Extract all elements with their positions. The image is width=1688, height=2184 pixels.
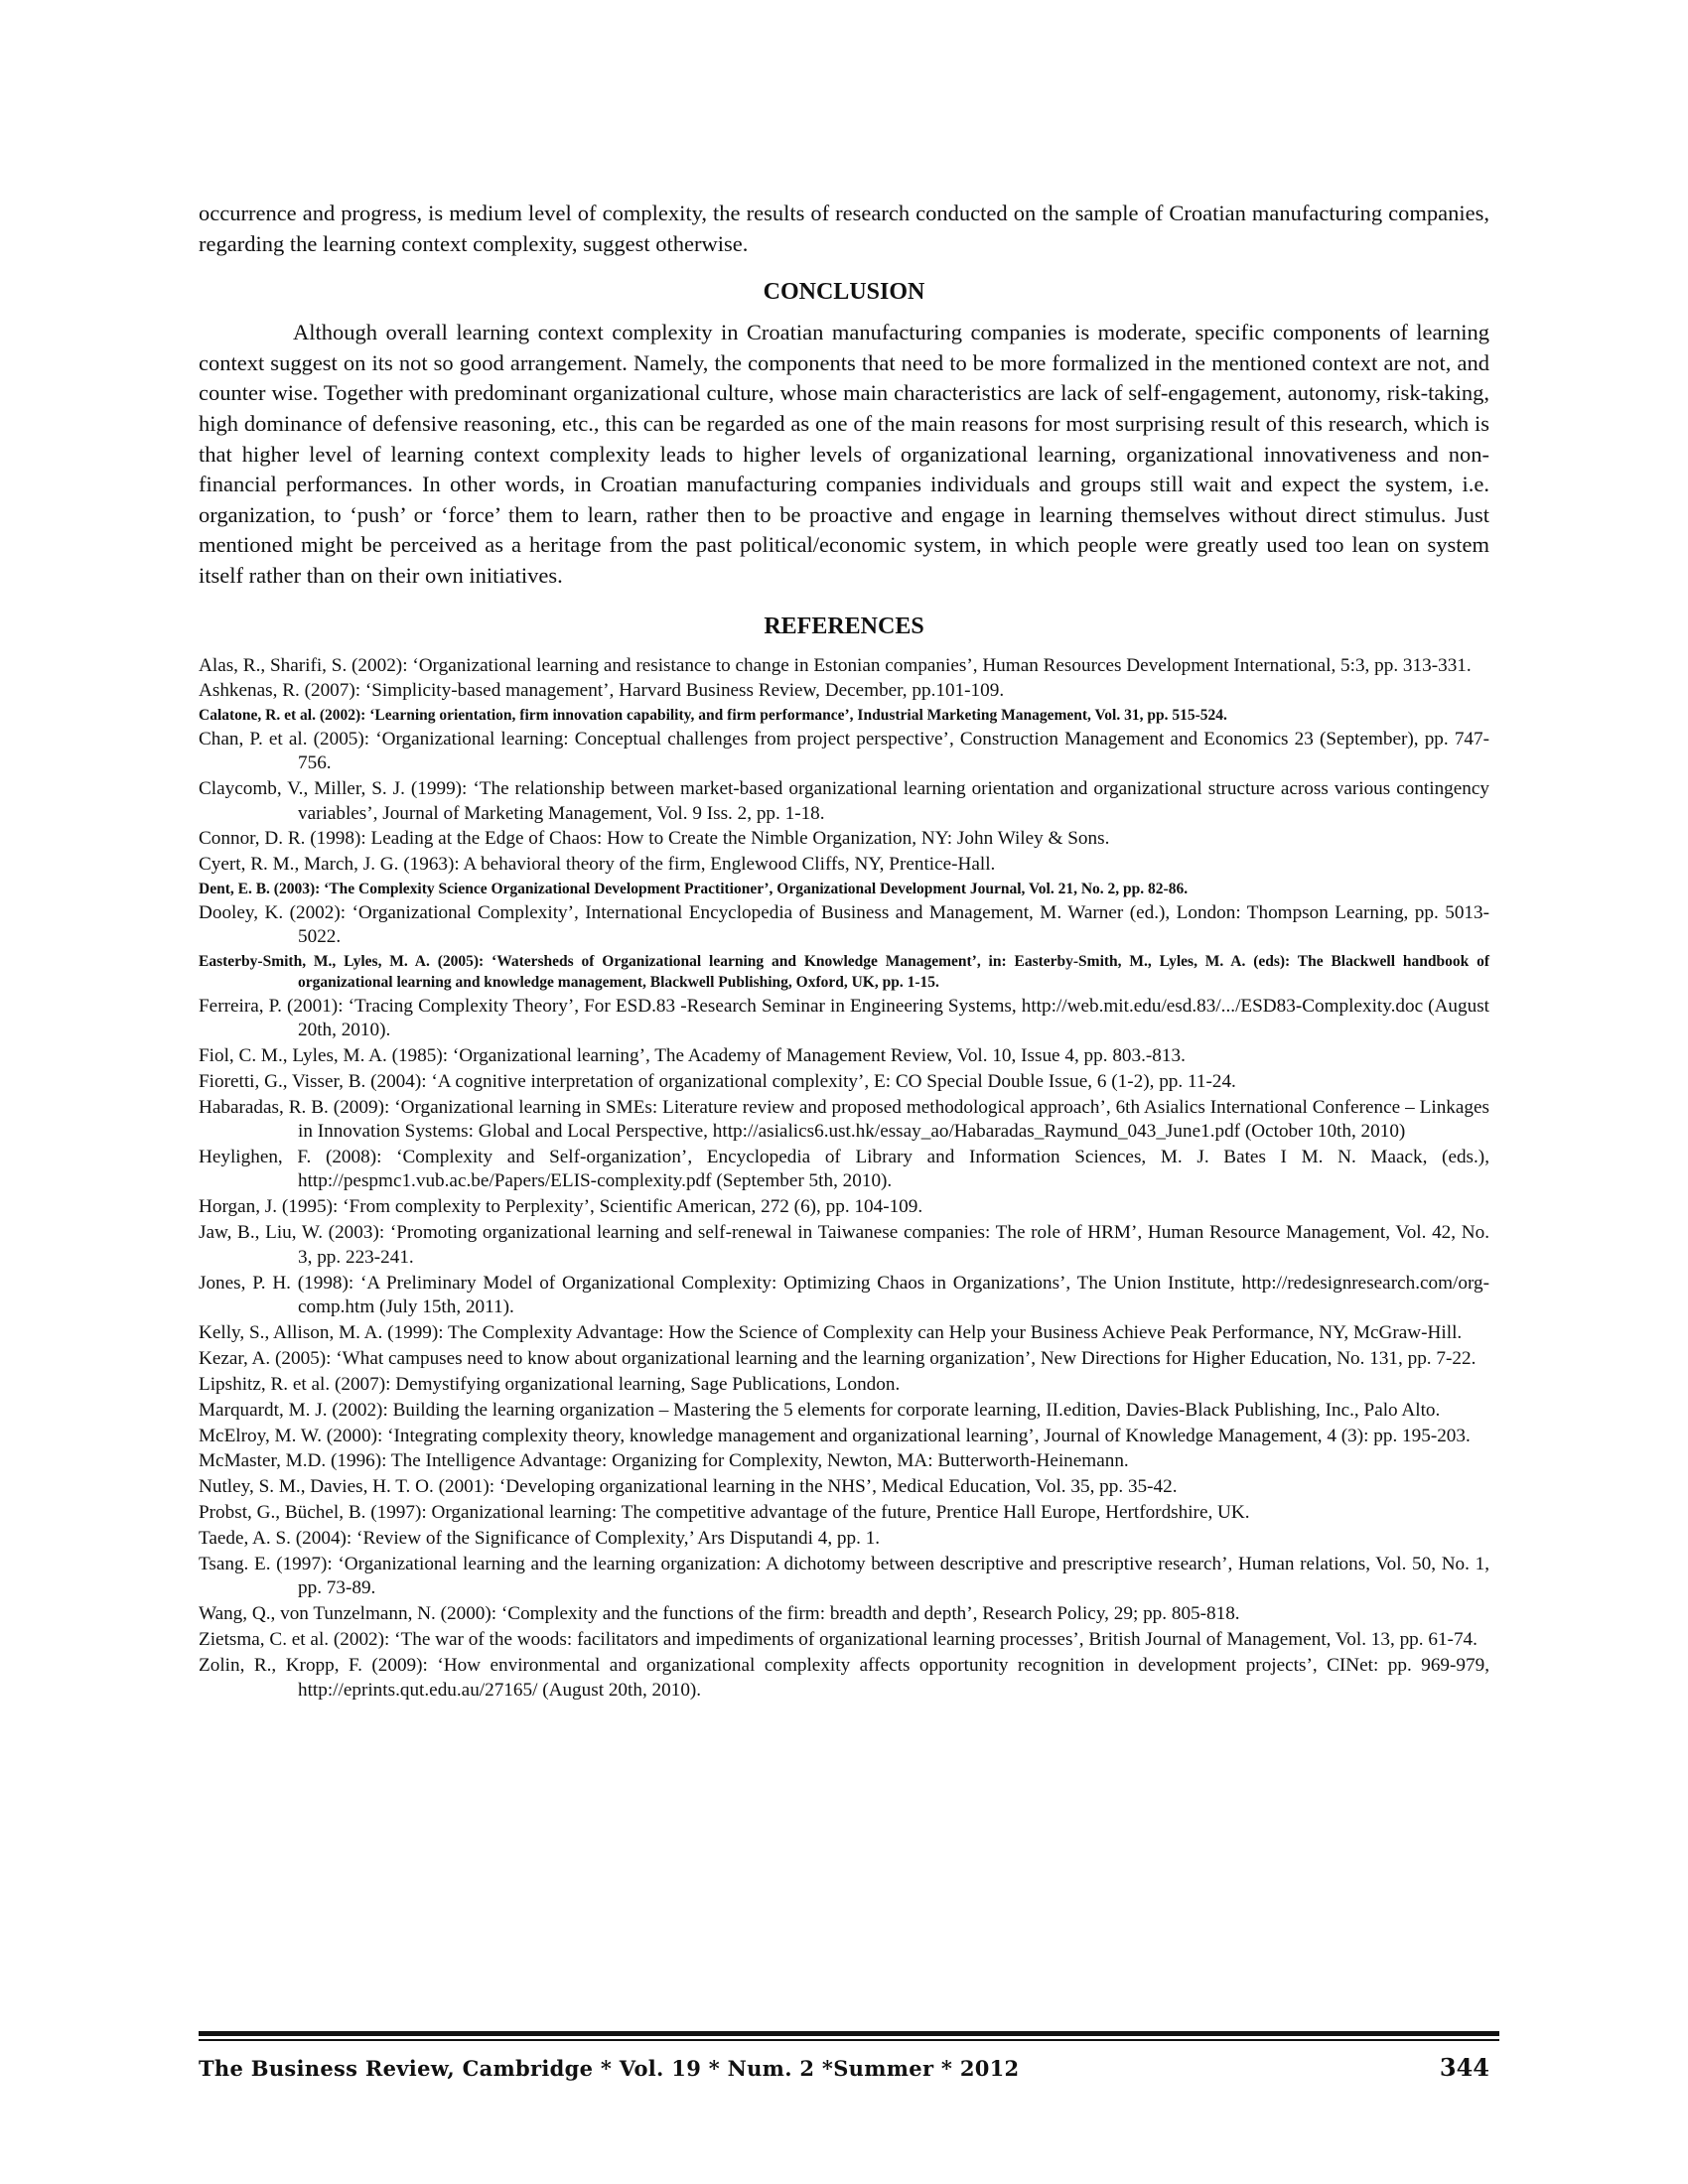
reference-item: McElroy, M. W. (2000): ‘Integrating complexity theory, knowledge management and organizational learning’, Journal of Knowledge Management, 4 (3): pp. 195-203. — [199, 1425, 1471, 1446]
reference-item: Heylighen, F. (2008): ‘Complexity and Self-organization’, Encyclopedia of Library and Information Sciences, M. J. Bates I M. N. Maack, (eds.), http://pespmc1.vub.ac.be/Papers/ELIS-complexity.pdf (September 5th, 2010). — [199, 1147, 1489, 1192]
footer-rule-thin — [199, 2039, 1499, 2041]
reference-item: Taede, A. S. (2004): ‘Review of the Significance of Complexity,’ Ars Disputandi 4, pp. 1. — [199, 1528, 881, 1550]
conclusion-paragraph: Although overall learning context complexity in Croatian manufacturing companies is moderate, specific components of learning context suggest on its not so good arrangement. Namely, the components that need to be more formalized in the mentioned context are not, and counter wise. Together with predominant organizational culture, whose main characteristics are lack of self-engagement, autonomy, risk-taking, high dominance of defensive reasoning, etc., this can be regarded as one of the main reasons for most surprising result of this research, which is that higher level of learning context complexity leads to higher levels of organizational learning, organizational innovativeness and non-financial performances. In other words, in Croatian manufacturing companies individuals and groups still wait and expect the system, i.e. organization, to ‘push’ or ‘force’ them to learn, rather then to be proactive and engage in learning themselves without direct stimulus. Just mentioned might be perceived as a heritage from the past political/economic system, in which people were greatly used too lean on system itself rather than on their own initiatives. — [199, 320, 1489, 588]
reference-item: Wang, Q., von Tunzelmann, N. (2000): ‘Complexity and the functions of the firm: breadth and depth’, Research Policy, 29; pp. 805-818. — [199, 1603, 1240, 1625]
reference-item: Ferreira, P. (2001): ‘Tracing Complexity Theory’, For ESD.83 -Research Seminar in Engineering Systems, http://web.mit.edu/esd.83/.../ESD83-Complexity.doc (August 20th, 2010). — [199, 995, 1489, 1040]
footer-rule-thick — [199, 2031, 1499, 2036]
reference-item: Zolin, R., Kropp, F. (2009): ‘How environmental and organizational complexity affects opportunity recognition in development projects’, CINet: pp. 969-979, http://eprints.qut.edu.au/27165/ (August 20th, 2010). — [199, 1655, 1489, 1701]
intro-paragraph: occurrence and progress, is medium level of complexity, the results of research conducted on the sample of Croatian manufacturing companies, regarding the learning context complexity, suggest otherwise. — [199, 201, 1489, 256]
footer-row — [199, 2053, 1499, 2082]
reference-list — [199, 654, 1489, 1703]
reference-item: Jones, P. H. (1998): ‘A Preliminary Model of Organizational Complexity: Optimizing Chaos in Organizations’, The Union Institute, http://redesignresearch.com/org-comp.htm (July 15th, 2011). — [199, 1272, 1489, 1317]
reference-item: Nutley, S. M., Davies, H. T. O. (2001): ‘Developing organizational learning in the NHS’, Medical Education, Vol. 35, pp. 35-42. — [199, 1476, 1178, 1498]
reference-item: Chan, P. et al. (2005): ‘Organizational learning: Conceptual challenges from project perspective’, Construction Management and Economics 23 (September), pp. 747-756. — [199, 728, 1489, 774]
conclusion-heading: CONCLUSION — [763, 279, 925, 306]
reference-item: Easterby-Smith, M., Lyles, M. A. (2005): ‘Watersheds of Organizational learning and Knowledge Management’, in: Easterby-Smith, M., Lyles, M. A. (eds): The Blackwell handbook of organizational learning and knowledge management, Blackwell Publishing, Oxford, UK, pp. 1-15. — [199, 953, 1489, 992]
reference-item: Kezar, A. (2005): ‘What campuses need to know about organizational learning and the learning organization’, New Directions for Higher Education, No. 131, pp. 7-22. — [199, 1347, 1477, 1369]
reference-item: Zietsma, C. et al. (2002): ‘The war of the woods: facilitators and impediments of organizational learning processes’, British Journal of Management, Vol. 13, pp. 61-74. — [199, 1629, 1477, 1651]
reference-item: Fioretti, G., Visser, B. (2004): ‘A cognitive interpretation of organizational complexity’, E: CO Special Double Issue, 6 (1-2), pp. 11-24. — [199, 1070, 1236, 1092]
reference-item: Tsang. E. (1997): ‘Organizational learning and the learning organization: A dichotomy between descriptive and prescriptive research’, Human relations, Vol. 50, No. 1, pp. 73-89. — [199, 1554, 1489, 1599]
reference-item: Claycomb, V., Miller, S. J. (1999): ‘The relationship between market-based organizational learning orientation and organizational structure across various contingency variables’, Journal of Marketing Management, Vol. 9 Iss. 2, pp. 1-18. — [199, 778, 1489, 824]
reference-item: Calatone, R. et al. (2002): ‘Learning orientation, firm innovation capability, and firm performance’, Industrial Marketing Management, Vol. 31, pp. 515-524. — [199, 707, 1227, 725]
reference-item: Cyert, R. M., March, J. G. (1963): A behavioral theory of the firm, Englewood Cliffs, NY, Prentice-Hall. — [199, 854, 996, 876]
reference-item: Ashkenas, R. (2007): ‘Simplicity-based management’, Harvard Business Review, December, pp.101-109. — [199, 680, 1005, 702]
reference-item: Alas, R., Sharifi, S. (2002): ‘Organizational learning and resistance to change in Estonian companies’, Human Resources Development International, 5:3, pp. 313-331. — [199, 654, 1472, 676]
reference-item: Lipshitz, R. et al. (2007): Demystifying organizational learning, Sage Publications, London. — [199, 1373, 901, 1395]
reference-item: Jaw, B., Liu, W. (2003): ‘Promoting organizational learning and self-renewal in Taiwanese companies: The role of HRM’, Human Resource Management, Vol. 42, No. 3, pp. 223-241. — [199, 1222, 1489, 1268]
reference-item: Kelly, S., Allison, M. A. (1999): The Complexity Advantage: How the Science of Complexity can Help your Business Achieve Peak Performance, NY, McGraw-Hill. — [199, 1321, 1463, 1343]
reference-item: Dooley, K. (2002): ‘Organizational Complexity’, International Encyclopedia of Business and Management, M. Warner (ed.), London: Thompson Learning, pp. 5013-5022. — [199, 901, 1489, 948]
reference-item: Probst, G., Büchel, B. (1997): Organizational learning: The competitive advantage of the future, Prentice Hall Europe, Hertfordshire, UK. — [199, 1502, 1250, 1524]
page-body — [199, 199, 1489, 1704]
reference-item: Fiol, C. M., Lyles, M. A. (1985): ‘Organizational learning’, The Academy of Management Review, Vol. 10, Issue 4, pp. 803.-813. — [199, 1044, 1186, 1066]
journal-citation: The Business Review, Cambridge * Vol. 19 * Num. 2 *Summer * 2012 — [199, 2056, 1020, 2081]
reference-item: Dent, E. B. (2003): ‘The Complexity Science Organizational Development Practitioner’, Organizational Development Journal, Vol. 21, No. 2, pp. 82-86. — [199, 881, 1189, 898]
page-footer — [199, 2031, 1499, 2082]
reference-item: McMaster, M.D. (1996): The Intelligence Advantage: Organizing for Complexity, Newton, MA: Butterworth-Heinemann. — [199, 1450, 1129, 1472]
page-number: 344 — [1439, 2053, 1489, 2082]
reference-item: Marquardt, M. J. (2002): Building the learning organization – Mastering the 5 elements for corporate learning, II.edition, Davies-Black Publishing, Inc., Palo Alto. — [199, 1399, 1441, 1421]
references-heading: REFERENCES — [764, 613, 924, 639]
reference-item: Connor, D. R. (1998): Leading at the Edge of Chaos: How to Create the Nimble Organization, NY: John Wiley & Sons. — [199, 828, 1110, 850]
reference-item: Habaradas, R. B. (2009): ‘Organizational learning in SMEs: Literature review and proposed methodological approach’, 6th Asialics International Conference – Linkages in Innovation Systems: Global and Local Perspective, http://asialics6.ust.hk/essay_ao/Habaradas_Raymund_043_June1.pdf (October 10th, 2010) — [199, 1096, 1489, 1143]
reference-item: Horgan, J. (1995): ‘From complexity to Perplexity’, Scientific American, 272 (6), pp. 104-109. — [199, 1196, 923, 1218]
